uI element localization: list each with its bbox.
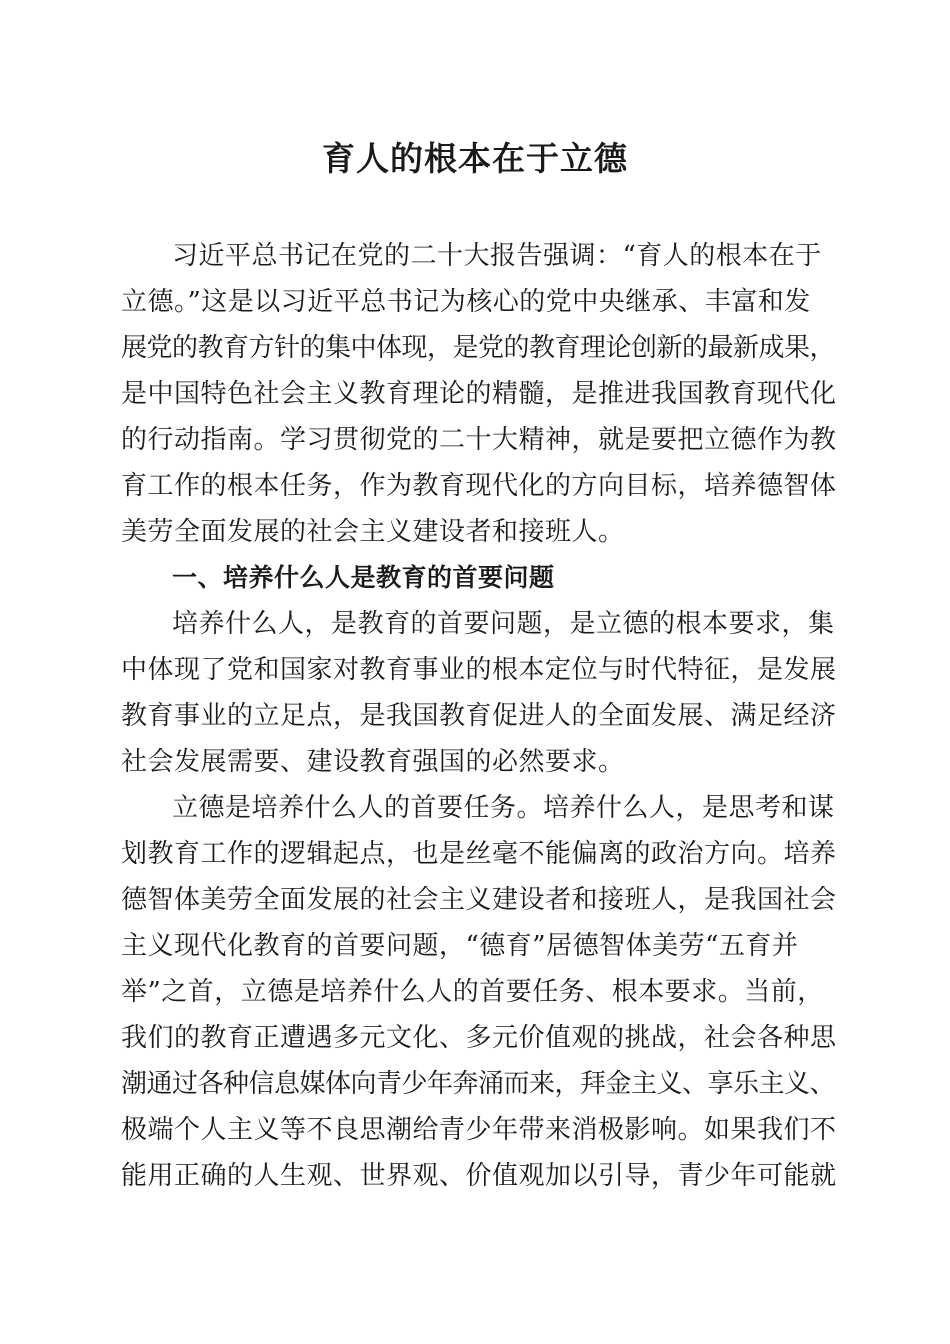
document-title: 育人的根本在于立德	[322, 139, 628, 178]
text-line: 能用正确的人生观、世界观、价值观加以引导，青少年可能就	[121, 1161, 837, 1191]
text-line: 立德。”这是以习近平总书记为核心的党中央继承、丰富和发	[121, 287, 811, 317]
text-line: 我们的教育正遭遇多元文化、多元价值观的挑战，社会各种思	[121, 1023, 837, 1053]
text-line: 划教育工作的逻辑起点，也是丝毫不能偏离的政治方向。培养	[121, 839, 837, 869]
text-line: 主义现代化教育的首要问题，“德育”居德智体美劳“五育并	[121, 931, 799, 961]
text-line: 举”之首，立德是培养什么人的首要任务、根本要求。当前，	[121, 977, 824, 1007]
text-line: 教育事业的立足点，是我国教育促进人的全面发展、满足经济	[121, 701, 837, 731]
text-line: 习近平总书记在党的二十大报告强调：“育人的根本在于	[172, 241, 822, 271]
text-line: 展党的教育方针的集中体现，是党的教育理论创新的最新成果，	[121, 333, 836, 363]
text-line: 立德是培养什么人的首要任务。培养什么人，是思考和谋	[172, 793, 835, 823]
section-heading: 一、培养什么人是教育的首要问题	[172, 563, 555, 592]
text-line: 美劳全面发展的社会主义建设者和接班人。	[121, 517, 625, 547]
text-line: 德智体美劳全面发展的社会主义建设者和接班人，是我国社会	[121, 885, 837, 915]
text-line: 培养什么人，是教育的首要问题，是立德的根本要求，集	[172, 609, 835, 639]
text-line: 极端个人主义等不良思潮给青少年带来消极影响。如果我们不	[121, 1115, 837, 1145]
text-line: 社会发展需要、建设教育强国的必然要求。	[121, 747, 625, 777]
text-line: 的行动指南。学习贯彻党的二十大精神，就是要把立德作为教	[121, 425, 837, 455]
text-line: 中体现了党和国家对教育事业的根本定位与时代特征，是发展	[121, 655, 837, 685]
text-line: 育工作的根本任务，作为教育现代化的方向目标，培养德智体	[121, 471, 837, 501]
text-line: 是中国特色社会主义教育理论的精髓，是推进我国教育现代化	[121, 379, 837, 409]
text-line: 潮通过各种信息媒体向青少年奔涌而来，拜金主义、享乐主义、	[121, 1069, 836, 1099]
